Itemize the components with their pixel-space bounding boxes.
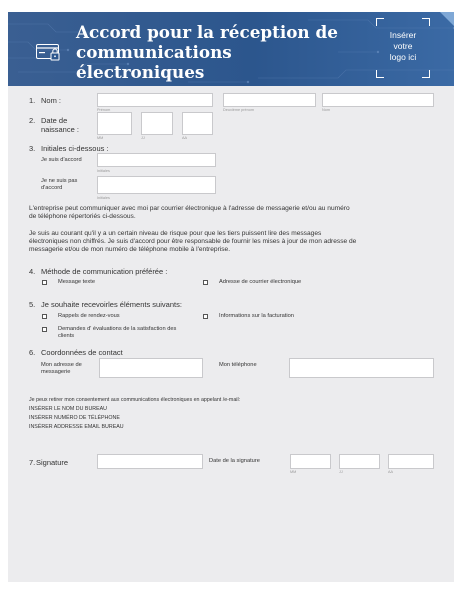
survey-label-line: Demandes d' évaluations de la satisfaction des xyxy=(58,326,177,332)
email-field-label xyxy=(41,362,82,376)
survey-checkbox[interactable] xyxy=(42,327,47,332)
method-label: Méthode de communication préférée : xyxy=(41,267,168,276)
email-checkbox[interactable] xyxy=(203,280,208,285)
logo-placeholder[interactable] xyxy=(376,18,430,78)
section-number: 2. xyxy=(29,116,36,125)
section-number: 1. xyxy=(29,96,36,105)
dob-month-field[interactable] xyxy=(97,112,132,135)
name-label: Nom : xyxy=(41,96,62,105)
billing-checkbox[interactable] xyxy=(203,314,208,319)
dob-label-line: naissance : xyxy=(41,125,79,134)
title-line: électroniques xyxy=(76,62,205,82)
office-phone: INSÉRER NUMÉRO DE TÉLÉPHONE xyxy=(29,415,120,421)
dob-label-line: Date de xyxy=(41,116,68,125)
signature-date-label: Date de la signature xyxy=(209,458,260,464)
email-field-label-line: Mon adresse de xyxy=(41,362,82,368)
dob-label xyxy=(41,116,79,134)
section-number: 5. xyxy=(29,300,36,309)
corner-fold xyxy=(440,12,454,26)
contact-label: Coordonnées de contact xyxy=(41,348,123,357)
field-hint: AA xyxy=(388,470,394,474)
paragraph-line: L'entreprise peut communiquer avec moi par courrier électronique à l'adresse de messagerie et/ou au numéro xyxy=(29,205,350,212)
text-message-label: Message texte xyxy=(58,279,95,285)
billing-label: Informations sur la facturation xyxy=(219,313,294,319)
signature-label: Signature xyxy=(36,458,69,467)
signature-year-field[interactable] xyxy=(388,454,434,469)
risk-paragraph xyxy=(29,230,439,255)
field-hint: JJ xyxy=(141,136,145,140)
disagree-label-line: d'accord xyxy=(41,185,63,191)
field-hint: Initiales xyxy=(97,169,110,173)
section-number: 7. xyxy=(29,458,36,467)
reminders-checkbox[interactable] xyxy=(42,314,47,319)
disagree-initials-field[interactable] xyxy=(97,176,216,194)
withdraw-note xyxy=(29,396,240,432)
paragraph-line: Je suis au courant qu'il y a un certain niveau de risque pour que les tiers puissent lire des messages xyxy=(29,230,322,237)
email-address-field[interactable] xyxy=(99,358,203,378)
office-email: INSÉRER ADDRESSE EMAIL BUREAU xyxy=(29,424,124,430)
field-hint: Prénom xyxy=(97,108,111,112)
signature-day-field[interactable] xyxy=(339,454,380,469)
logo-text: Insérer xyxy=(389,30,417,40)
phone-field[interactable] xyxy=(289,358,434,378)
receive-label: Je souhaite recevoirles éléments suivants: xyxy=(41,300,182,309)
signature-month-field[interactable] xyxy=(290,454,331,469)
logo-text: logo ici xyxy=(389,52,417,62)
signature-field[interactable] xyxy=(97,454,203,469)
paragraph-line: de téléphone répertoriés ci-dessous. xyxy=(29,213,136,221)
paragraph-line: électroniques non chiffrés. Je suis d'accord pour être responsable de fournir les mises à jour de mon adresse de xyxy=(29,238,357,246)
email-label: Adresse de courrier électronique xyxy=(219,279,302,285)
page-title xyxy=(76,22,376,82)
agree-label: Je suis d'accord xyxy=(41,157,82,163)
section-number: 6. xyxy=(29,348,36,357)
middle-name-field[interactable] xyxy=(223,93,316,107)
section-number: 3. xyxy=(29,144,36,153)
field-hint: JJ xyxy=(339,470,343,474)
initials-label: Initiales ci-dessous : xyxy=(41,144,109,153)
field-hint: AA xyxy=(182,136,188,140)
last-name-field[interactable] xyxy=(322,93,434,107)
withdraw-note-line: Je peux retirer mon consentement aux communications électroniques en appelant /e-mail: xyxy=(29,397,241,403)
field-hint: Initiales xyxy=(97,196,110,200)
paragraph-line: messagerie et/ou de mon numéro de téléphone mobile à l'entreprise. xyxy=(29,246,231,254)
field-hint: MM xyxy=(290,470,297,474)
dob-day-field[interactable] xyxy=(141,112,173,135)
field-hint: Nom xyxy=(322,108,331,112)
office-name: INSÉRER LE NOM DU BUREAU xyxy=(29,406,107,412)
field-hint: MM xyxy=(97,136,104,140)
reminders-label: Rappels de rendez-vous xyxy=(58,313,120,319)
logo-text: votre xyxy=(393,41,413,51)
email-field-label-line: messagerie xyxy=(41,369,71,375)
consent-paragraph xyxy=(29,205,439,221)
disagree-label xyxy=(41,178,77,192)
survey-label xyxy=(58,326,176,340)
phone-field-label: Mon téléphone xyxy=(219,362,257,368)
field-hint: Deuxième prénom xyxy=(223,108,255,112)
first-name-field[interactable] xyxy=(97,93,213,107)
disagree-label-line: Je ne suis pas xyxy=(41,178,78,184)
survey-label-line: clients xyxy=(58,333,75,339)
section-number: 4. xyxy=(29,267,36,276)
credit-card-lock-icon xyxy=(36,44,62,62)
text-message-checkbox[interactable] xyxy=(42,280,47,285)
title-line: Accord pour la réception de xyxy=(76,22,338,42)
dob-year-field[interactable] xyxy=(182,112,213,135)
title-line: communications xyxy=(76,42,232,62)
agree-initials-field[interactable] xyxy=(97,153,216,167)
